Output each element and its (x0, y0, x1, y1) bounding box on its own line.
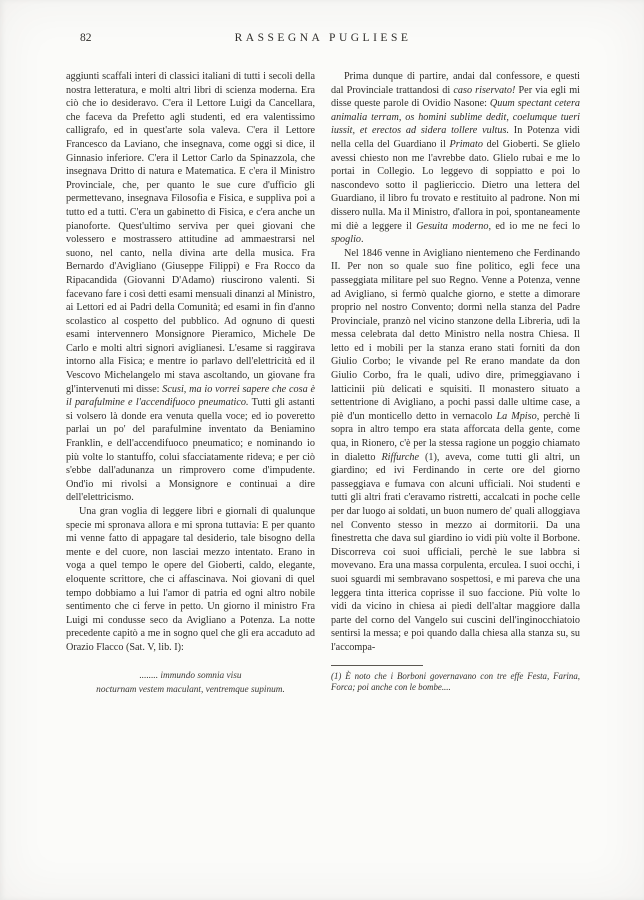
verse-quote (66, 669, 315, 697)
paragraph: Una gran voglia di leggere libri e giornali di qualunque specie mi spronava allora e mi sprona tuttavia: E per quanto mi venne fatto di appagare tal desiderio, tale bisogno della mente e del cuore, non lasciai mezzo intentato. Erano in voga a quel tempo le opere del Gioberti, caldo, elegante, eloquente scrittore, che ci affascinava. Noi giovani di quel tempo dobbiamo a lui l'amor di patria ed ogni altro nobile sentimento che ci ferve in petto. Un giorno il ministro Fra Luigi mi condusse seco da Avigliano a Potenza. La notte precedente capitò a me in sogno quel che gli era accaduto ad Orazio Flacco (Sat. V, lib. I): (66, 506, 315, 653)
verse-line: ........ immundo somnia visu (139, 670, 242, 681)
page-header (66, 32, 580, 52)
right-column (331, 70, 580, 697)
page-number: 82 (80, 32, 92, 44)
paragraph: Prima dunque di partire, andai dal confessore, e questi dal Provinciale trattandosi di caso riservato! Per via egli mi disse queste parole di Ovidio Nasone: Quum spectant cetera animalia terram, os homini sublime dedit, coelumque tueri iussit, et erectos ad sidera tollere vultus. In Potenza vidi nella cella del Guardiano il Primato del Gioberti. Se glielo avessi chiesto non me l'avrebbe dato. Glielo rubai e me lo portai in Collegio. Lo leggevo di soppiatto e poi lo nascondevo sotto il pagliericcio. Dietro una lettera del Guardiano, il libro fu trovato e restituito al padrone. Non mi dissero nulla. Ma il Ministro, d'allora in poi, spontaneamente mi diè a leggere il Gesuita moderno, ed io me ne feci lo spoglio. (331, 71, 581, 246)
footnote: (1) È noto che i Borboni governavano con tre effe Festa, Farina, Forca; poi anche con le bombe.... (331, 670, 580, 693)
paragraph: Nel 1846 venne in Avigliano nientemeno che Ferdinando II. Per non so quale suo fine politico, egli fece una passeggiata militare pel suo Regno. Venne a Potenza, venne ad Avigliano, si fermò qualche giorno, e stette a dimorare proprio nel nostro Convento; dormì nella stanza del Padre Provinciale, pranzò nel vicino stanzone della Libreria, udì la messa celebrata dal detto Ministro nella nostra Chiesa. Il letto ed i mobili per la stanza erano stati forniti da don Giulio Corbo; le vivande pel Re erano mandate da don Giulio Corbo, fra le quali, udivo dire, primeggiavano i latticinii più delicati e squisiti. Il monastero situato a settentrione di Avigliano, a pochi passi dalle ultime case, a piè d'un monticello detto in vernacolo La Mpiso, perchè lì sopra in altro tempo era stata afforcata della gente, come qua, in Rionero, c'è per la stessa ragione un poggio chiamato in dialetto Riffurche (1), aveva, come tutti gli altri, un giardino; ed ivi Ferdinando in certe ore del giorno passeggiava e fumava con alcuni ufficiali. Noi studenti e tutti gli altri frati c'eravamo ristretti, accalcati in poche celle per dar luogo ai soldati, un buon numero de' quali alloggiava nel Convento stesso in mezzo ai dormitorii. Da una finestretta che dava sul giardino io vidi più volte il Borbone. Discorreva coi suoi ufficiali, perchè le sue labbra si movevano. Era una massa corpulenta, erculea. I suoi occhi, i suoi sguardi mi sembravano sospettosi, e mi pareva che una leggera tinta itterica coprisse il suo faccione. Più volte lo vidi da vicino in chiesa ai piedi dell'altar maggiore dalla parte del corno del Vangelo sui cuscini dell'inginocchiatoio sentirsi la messa; e poi quando dalla chiesa alla stanza su, su l'accompa- (331, 247, 580, 653)
text-columns (66, 70, 580, 697)
paragraph: aggiunti scaffali interi di classici italiani di tutti i secoli della nostra letteratura, e molti altri libri di scienza moderna. Era ciò che io desideravo. C'era il Lettore Luigi da Cancellara, che faceva da Prefetto agli studenti, ed era valentissimo calligrafo, ed in quest'arte sola valeva. C'era il Lettore Francesco da Laviano, che insegnava, come oggi si dice, il Ginnasio inferiore. C'era il Lettor Carlo da Spinazzola, che insegnava Dritto di natura e Matematica. E c'era il Ministro Provinciale, che, per quanto le sue cure d'ufficio gli permettevano, insegnava Filosofia e Fisica, e suppliva poi a tutto ed a tutti. C'era un gabinetto di Fisica, e c'era anche un pianoforte. Quest'ultimo serviva per quei giovani che volessero e mostrassero attitudine ad ammaestrarsi nel suono, nel canto, nella divina arte della musica. Fra Bernardo d'Avigliano (Giuseppe Filippi) e Fra Rocco da Ripacandida (Giovanni D'Adamo) riuscirono valenti. Si facevano fare i così detti esami mensuali dinanzi al Ministro, ai Lettori ed ai Padri della Comunità; ed esami in fin d'anno scolastico al cospetto del pubblico. Ad ognuno di questi esami intervennero Monsignore Pieramico, Michele De Carlo e molti altri signori aviglianesi. L'esame si raggirava intorno alla Fisica; e mentre io parlavo dell'elettricità ed il Vescovo Michelangelo mi stava ascoltando, un giovane fra gl'intervenuti mi disse: Scusi, ma io vorrei sapere che cosa è il parafulmine e l'accendifuoco pneumatico. Tutti gli astanti si volsero là donde era venuta quella voce; ed io poveretto parlai un po' del parafulmine inventato da Beniamino Franklin, e dell'accendifuoco pneumatico; e nominando io più volte lo stantuffo, colui sfacciatamente rideva; e per ciò s'ebbe dall'adunanza un rimprovero come d'impudente. Ond'io mi rivolsi a Monsignore e continuai a dire dell'elettricismo. (66, 71, 315, 504)
left-column (66, 70, 315, 697)
verse-line: nocturnam vestem maculant, ventremque supinum. (96, 684, 285, 695)
journal-title: RASSEGNA PUGLIESE (234, 32, 412, 44)
footnote-rule (331, 665, 423, 666)
